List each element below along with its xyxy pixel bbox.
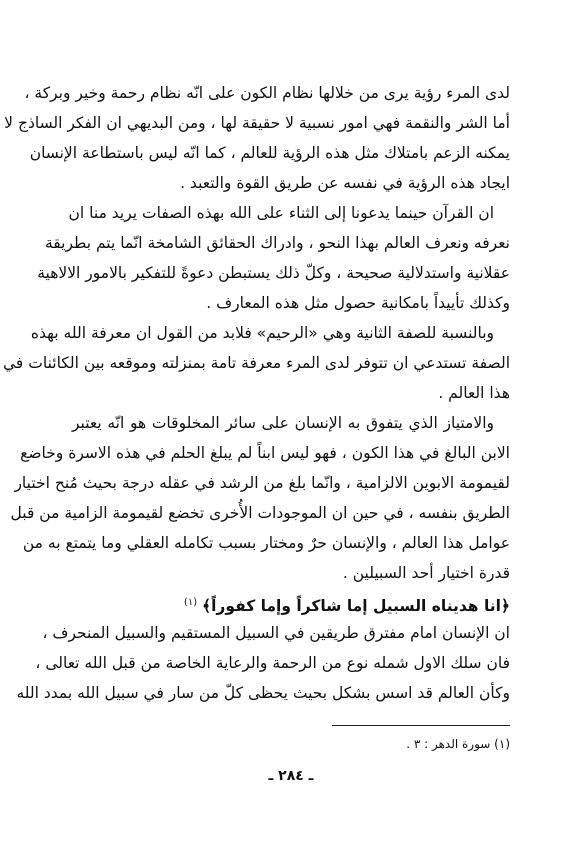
footnote-marker: (١) (183, 597, 198, 608)
body-line: والامتياز الذي يتفوق به الإنسان على سائر المخلوقات هو انّه يعتبر (72, 414, 494, 432)
body-line: هذا العالم . (438, 384, 510, 402)
body-line: أما الشر والنقمة فهي امور نسبية لا حقيقة لها ، ومن البديهي ان الفكر الساذج لا (4, 114, 510, 132)
quran-verse-line (72, 588, 510, 618)
body-line: وبالنسبة للصفة الثانية وهي «الرحيم» فلابد من القول ان معرفة الله بهذه (30, 324, 494, 342)
body-line: لقيمومة الابوين الالزامية ، وانّما بلغ من الرشد في عقله درجة بحيث مُنح اختيار (14, 474, 510, 492)
body-line: ان الإنسان امام مفترق طريقين في السبيل المستقيم والسبيل المنحرف ، (42, 624, 510, 642)
page-body (3, 78, 510, 708)
body-line: الابن البالغ في هذا الكون ، فهو ليس ابناً لم يبلغ الحلم في هذه الاسرة وخاضع (20, 444, 510, 462)
body-line: عقلانية واستدلالية صحيحة ، وكلّ ذلك يستبطن دعوةً للتفكير بالامور الالاهية (37, 264, 510, 282)
body-line: قدرة اختيار أحد السبيلين . (342, 564, 510, 582)
body-line: وكذلك تأييداً بامكانية حصول مثل هذه المعارف . (206, 294, 510, 312)
footnote: (١) سورة الدهر : ٣ . (406, 737, 510, 751)
body-line: الطريق بنفسه ، في حين ان الموجودات الأُخرى تخضع لقيمومة الزامية من قبل (10, 504, 510, 522)
body-line: ايجاد هذه الرؤية في نفسه عن طريق القوة والتعبد . (180, 174, 510, 192)
body-line: يمكنه الزعم بامتلاك مثل هذه الرؤية للعالم ، كما انّه ليس باستطاعة الإنسان (29, 144, 510, 162)
footnote-divider (332, 725, 510, 726)
body-line: وكأن العالم قد اسس بشكل بحيث يحظى كلّ من سار في سبيل الله بمدد الله (16, 684, 510, 702)
body-line: عوامل هذا العالم ، والإنسان حرٌ ومختار بسبب تكامله العقلي وما يتمتع به من (22, 534, 510, 552)
page-number: ـ ٢٨٤ ـ (268, 768, 314, 784)
body-line: نعرفه ونعرف العالم بهذا النحو ، وادراك الحقائق الشامخة انّما يتم بطريقة (45, 234, 510, 252)
body-line: لدى المرء رؤية يرى من خلالها نظام الكون على انّه نظام رحمة وخير وبركة ، (24, 84, 510, 102)
body-line: الصفة تستدعي ان تتوفر لدى المرء معرفة تامة بمنزلته وموقعه بين الكائنات في (3, 354, 510, 372)
body-line: فان سلك الاول شمله نوع من الرحمة والرعاية الخاصة من قبل الله تعالى ، (35, 654, 510, 672)
quran-verse: ﴿انا هديناه السبيل إما شاكراً وإما كفوراً﴾ (202, 597, 510, 616)
body-line: ان القرآن حينما يدعونا إلى الثناء على الله بهذه الصفات يريد منا ان (68, 204, 494, 222)
